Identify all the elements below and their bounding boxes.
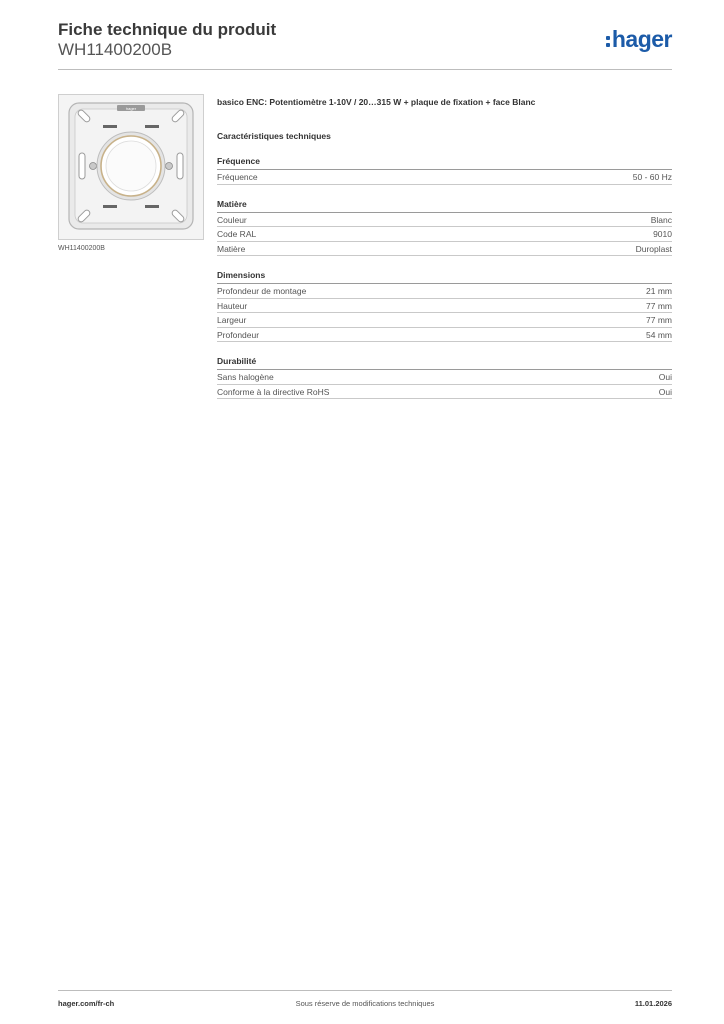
spec-row — [217, 370, 672, 385]
page-footer — [58, 990, 672, 1008]
spec-label: Profondeur — [217, 329, 260, 340]
page-title: Fiche technique du produit — [58, 20, 277, 39]
spec-group-durabilite — [217, 356, 672, 399]
spec-group-frequence — [217, 156, 672, 185]
logo-text: hager — [611, 26, 672, 52]
spec-value: 77 mm — [646, 300, 672, 311]
spec-row — [217, 299, 672, 314]
page-header — [58, 20, 672, 70]
product-description: basico ENC: Potentiomètre 1-10V / 20…315 W + plaque de fixation + face Blanc — [217, 97, 536, 107]
spec-content — [217, 96, 672, 399]
spec-label: Conforme à la directive RoHS — [217, 386, 330, 397]
spec-value: 21 mm — [646, 286, 672, 296]
spec-row — [217, 170, 672, 185]
spec-row — [217, 284, 672, 299]
image-caption: WH11400200B — [58, 245, 105, 252]
spec-value: Blanc — [650, 214, 672, 225]
product-image — [58, 94, 204, 240]
spec-value: 9010 — [653, 229, 672, 239]
group-title: Fréquence — [217, 156, 672, 170]
dimmer-product-icon — [59, 95, 203, 239]
spec-row — [217, 227, 672, 242]
hager-logo — [606, 27, 672, 51]
product-code: WH11400200B — [58, 40, 173, 59]
footer-notice: Sous réserve de modifications techniques — [295, 999, 435, 1008]
spec-label: Sans halogène — [217, 372, 274, 382]
spec-label: Matière — [217, 243, 246, 254]
logo-dots-icon — [606, 36, 610, 47]
spec-label: Largeur — [217, 315, 247, 325]
spec-group-matiere — [217, 199, 672, 257]
spec-row — [217, 385, 672, 400]
spec-row — [217, 242, 672, 257]
specs-title: Caractéristiques techniques — [217, 131, 331, 141]
spec-row — [217, 213, 672, 228]
group-title: Matière — [217, 199, 672, 213]
spec-value: Oui — [658, 386, 672, 397]
spec-value: 54 mm — [646, 329, 672, 340]
spec-value: 77 mm — [646, 315, 672, 325]
spec-group-dimensions — [217, 270, 672, 342]
spec-label: Profondeur de montage — [217, 286, 307, 296]
image-label: hager — [125, 106, 137, 111]
footer-website-link[interactable]: hager.com/fr-ch — [58, 999, 115, 1008]
spec-value: 50 - 60 Hz — [632, 172, 672, 182]
spec-row — [217, 313, 672, 328]
spec-label: Fréquence — [217, 172, 258, 182]
spec-value: Duroplast — [635, 243, 672, 254]
spec-label: Hauteur — [217, 300, 248, 311]
group-title: Dimensions — [217, 270, 672, 284]
spec-label: Code RAL — [217, 229, 257, 239]
spec-label: Couleur — [217, 214, 247, 225]
spec-value: Oui — [658, 372, 672, 382]
spec-row — [217, 328, 672, 343]
group-title: Durabilité — [217, 356, 672, 370]
footer-date: 11.01.2026 — [634, 999, 672, 1008]
